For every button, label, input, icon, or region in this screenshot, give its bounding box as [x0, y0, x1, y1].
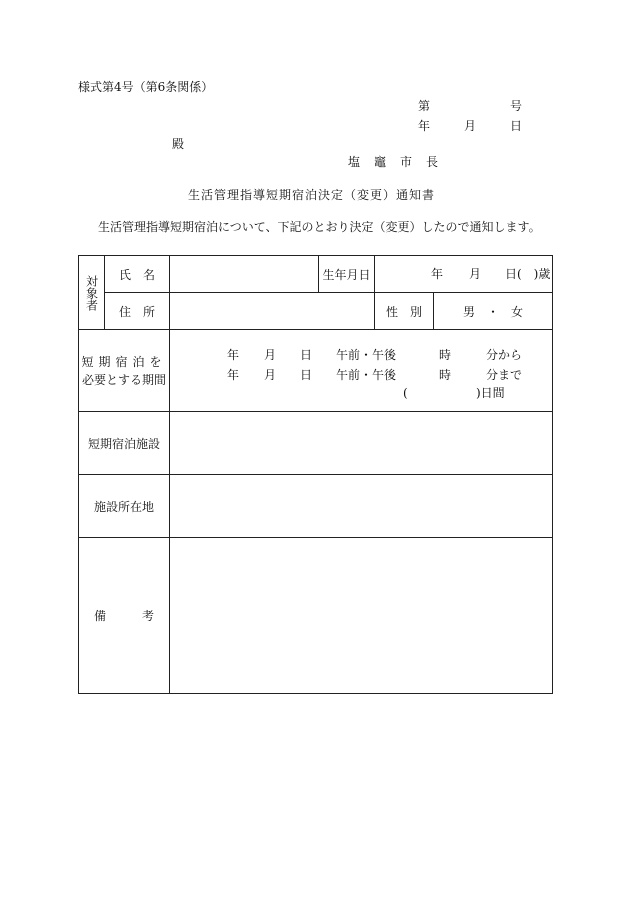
facility-value[interactable] — [170, 412, 553, 475]
period-end-year: 年 — [227, 367, 240, 382]
days-open-paren: ( — [403, 385, 408, 400]
address-label: 住 所 — [105, 293, 170, 330]
location-value[interactable] — [170, 475, 553, 538]
form-number: 様式第4号（第6条関係） — [78, 80, 214, 94]
name-value[interactable] — [170, 256, 319, 293]
period-value-cell[interactable] — [170, 330, 553, 412]
period-end-day: 日 — [300, 367, 313, 382]
notice-table — [78, 255, 553, 694]
sex-label: 性 別 — [375, 293, 434, 330]
period-end-month: 月 — [264, 367, 277, 382]
date-year: 年 — [418, 119, 431, 133]
date-month: 月 — [464, 119, 477, 133]
remarks-value[interactable] — [170, 538, 553, 694]
addressee-suffix: 殿 — [172, 137, 185, 151]
dob-label: 生年月日 — [319, 256, 375, 293]
facility-label: 短期宿泊施設 — [79, 412, 170, 475]
dob-month: 月 — [469, 267, 482, 281]
dob-value[interactable] — [375, 256, 553, 293]
remarks-label-2: 考 — [141, 609, 154, 623]
period-start-hour: 時 — [439, 347, 452, 362]
period-label-2: 必要とする期間 — [81, 372, 166, 387]
period-start-ampm: 午前・午後 — [336, 347, 397, 362]
period-start-day: 日 — [300, 347, 313, 362]
document-title: 生活管理指導短期宿泊決定（変更）通知書 — [188, 188, 436, 202]
period-label-cell — [79, 330, 170, 412]
name-label: 氏 名 — [105, 256, 170, 293]
remarks-label-cell — [79, 538, 170, 694]
days-close: )日間 — [476, 385, 505, 400]
period-label-1: 短期宿泊を — [81, 354, 167, 369]
period-start-year: 年 — [227, 347, 240, 362]
location-label: 施設所在地 — [79, 475, 170, 538]
date-day: 日 — [510, 119, 523, 133]
doc-number-suffix: 号 — [510, 99, 523, 113]
period-start-minute: 分から — [486, 347, 523, 362]
period-start-month: 月 — [264, 347, 277, 362]
period-end-minute: 分まで — [486, 367, 523, 382]
subject-header-cell — [79, 256, 105, 330]
remarks-label-1: 備 — [94, 609, 107, 623]
doc-number-prefix: 第 — [418, 99, 431, 113]
address-value[interactable] — [170, 293, 375, 330]
issuer: 塩 竈 市 長 — [348, 155, 440, 169]
dob-day-age: 日( )歳 — [505, 267, 551, 281]
subject-header: 対象者 — [84, 274, 99, 311]
sex-value: 男 ・ 女 — [434, 293, 553, 330]
intro-text: 生活管理指導短期宿泊について、下記のとおり決定（変更）したので通知します。 — [98, 220, 541, 234]
dob-year: 年 — [431, 267, 444, 281]
period-end-ampm: 午前・午後 — [336, 367, 397, 382]
period-end-hour: 時 — [439, 367, 452, 382]
